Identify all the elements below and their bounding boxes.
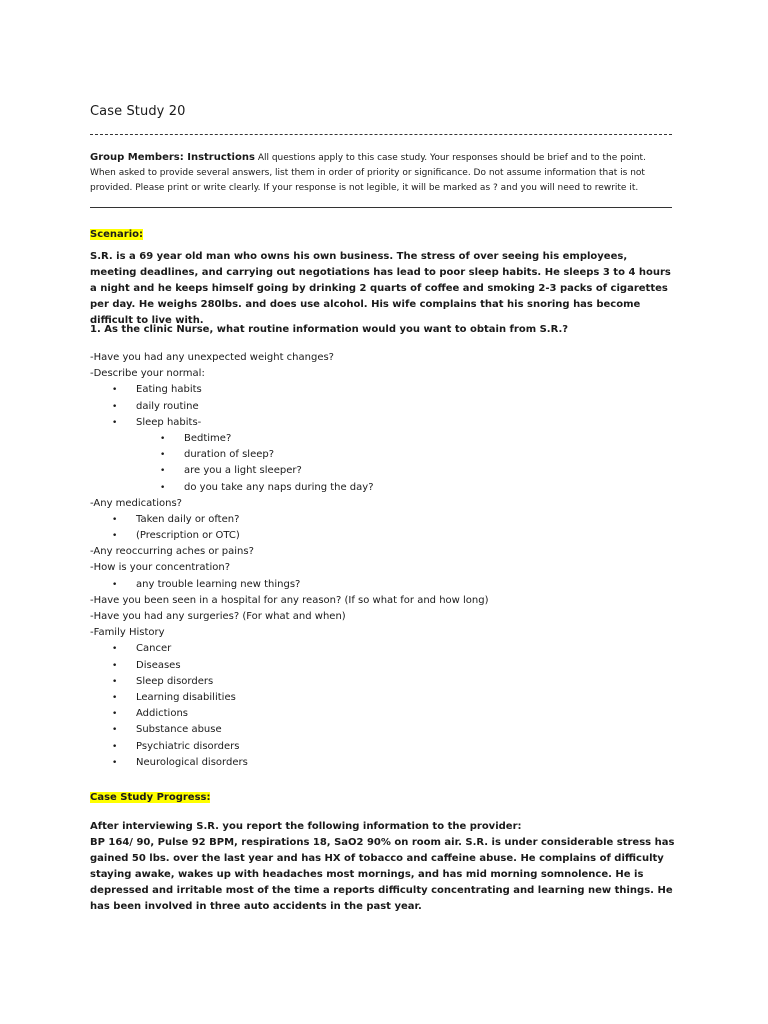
- scenario-heading: Scenario:: [90, 229, 144, 240]
- answer-text: -Have you had any unexpected weight changes?: [90, 352, 334, 363]
- answer-line: [90, 496, 672, 512]
- bullet-icon: •: [112, 644, 118, 655]
- bullet-icon: •: [112, 385, 118, 396]
- page-title: Case Study 20: [90, 104, 186, 119]
- answer-line: [90, 366, 672, 382]
- answer-bullet-item: [90, 415, 672, 431]
- answer-text: Bedtime?: [184, 432, 232, 444]
- bullet-icon: •: [112, 531, 118, 542]
- bullet-icon: •: [160, 433, 166, 444]
- answer-bullet-item: [90, 577, 672, 593]
- answer-bullet-item: [90, 706, 672, 722]
- answer-text: -Describe your normal:: [90, 368, 205, 380]
- answer-list: [90, 350, 672, 771]
- instructions-label: Group Members: Instructions: [90, 152, 255, 163]
- answer-text: Cancer: [136, 643, 172, 655]
- answer-bullet-item: [90, 480, 672, 496]
- answer-bullet-item: [90, 399, 672, 415]
- progress-heading-wrap: [90, 785, 210, 804]
- answer-text: do you take any naps during the day?: [184, 481, 374, 493]
- bullet-icon: •: [112, 579, 118, 590]
- answer-bullet-item: [90, 641, 672, 657]
- answer-text: Psychiatric disorders: [136, 740, 240, 752]
- answer-text: -Have you been seen in a hospital for any reason? (If so what for and how long): [90, 594, 489, 606]
- answer-text: duration of sleep?: [184, 449, 275, 461]
- instructions-text: All questions apply to this case study. Your responses should be brief and to the point. When asked to provide several answers, list them in order of priority or significance. Do not assume information that is not provided. Please print or write clearly. If your response is not legible, it will be marked as ? and you will need to rewrite it.: [90, 153, 646, 193]
- bullet-icon: •: [160, 450, 166, 461]
- answer-text: Diseases: [136, 659, 181, 671]
- answer-line: [90, 609, 672, 625]
- answer-bullet-item: [90, 463, 672, 479]
- answer-text: Neurological disorders: [136, 756, 248, 768]
- scenario-text: S.R. is a 69 year old man who owns his own business. The stress of over seeing his employees, meeting deadlines, and carrying out negotiations has lead to poor sleep habits. He sleeps 3 to 4 hours a night and he keeps himself going by drinking 2 quarts of coffee and smoking 2-3 packs of cigarettes per day. He weighs 280lbs. and does use alcohol. His wife complains that his snoring has become difficult to live with.: [90, 251, 671, 326]
- answer-bullet-item: [90, 431, 672, 447]
- progress-text: BP 164/ 90, Pulse 92 BPM, respirations 18, SaO2 90% on room air. S.R. is under considerable stress has gained 50 lbs. over the last year and has HX of tobacco and caffeine abuse. He complains of difficulty staying awake, wakes up with headaches most mornings, and has mid morning somnolence. He is depressed and irritable most of the time a reports difficulty concentrating and learning new things. He has been involved in three auto accidents in the past year.: [90, 837, 675, 912]
- question-1: 1. As the clinic Nurse, what routine information would you want to obtain from S.R.?: [90, 324, 569, 335]
- bullet-icon: •: [112, 709, 118, 720]
- answer-bullet-item: [90, 447, 672, 463]
- answer-text: Substance abuse: [136, 724, 222, 736]
- answer-line: [90, 350, 672, 366]
- answer-text: Addictions: [136, 708, 189, 720]
- answer-text: -Family History: [90, 627, 165, 639]
- bullet-icon: •: [112, 741, 118, 752]
- progress-block: [90, 819, 682, 915]
- answer-text: are you a light sleeper?: [184, 465, 302, 477]
- solid-divider: [90, 207, 672, 208]
- bullet-icon: •: [112, 514, 118, 525]
- answer-text: -Have you had any surgeries? (For what and when): [90, 611, 346, 622]
- bullet-icon: •: [160, 466, 166, 477]
- answer-bullet-item: [90, 755, 672, 771]
- answer-line: [90, 625, 672, 641]
- answer-text: (Prescription or OTC): [136, 530, 240, 542]
- answer-text: Sleep habits-: [136, 416, 202, 428]
- bullet-icon: •: [112, 725, 118, 736]
- answer-bullet-item: [90, 690, 672, 706]
- answer-text: -How is your concentration?: [90, 562, 230, 574]
- bullet-icon: •: [112, 692, 118, 703]
- answer-bullet-item: [90, 722, 672, 738]
- bullet-icon: •: [112, 676, 118, 687]
- answer-text: Eating habits: [136, 384, 202, 396]
- answer-line: [90, 544, 672, 560]
- instructions-block: [90, 150, 672, 196]
- bullet-icon: •: [160, 482, 166, 493]
- answer-text: -Any medications?: [90, 497, 182, 509]
- answer-bullet-item: [90, 658, 672, 674]
- bullet-icon: •: [112, 757, 118, 768]
- bullet-icon: •: [112, 417, 118, 428]
- bullet-icon: •: [112, 401, 118, 412]
- answer-text: Sleep disorders: [136, 675, 214, 687]
- answer-text: any trouble learning new things?: [136, 578, 301, 590]
- answer-line: [90, 560, 672, 576]
- answer-text: daily routine: [136, 400, 199, 412]
- progress-intro: After interviewing S.R. you report the following information to the provider:: [90, 821, 522, 832]
- answer-line: [90, 593, 672, 609]
- answer-text: -Any reoccurring aches or pains?: [90, 546, 254, 558]
- answer-bullet-item: [90, 382, 672, 398]
- bullet-icon: •: [112, 660, 118, 671]
- answer-text: Taken daily or often?: [136, 513, 240, 525]
- answer-bullet-item: [90, 674, 672, 690]
- answer-bullet-item: [90, 739, 672, 755]
- answer-bullet-item: [90, 512, 672, 528]
- answer-text: Learning disabilities: [136, 691, 236, 703]
- dashed-divider: [90, 134, 672, 135]
- scenario-heading-wrap: [90, 222, 143, 241]
- progress-heading: Case Study Progress:: [90, 792, 211, 803]
- answer-bullet-item: [90, 528, 672, 544]
